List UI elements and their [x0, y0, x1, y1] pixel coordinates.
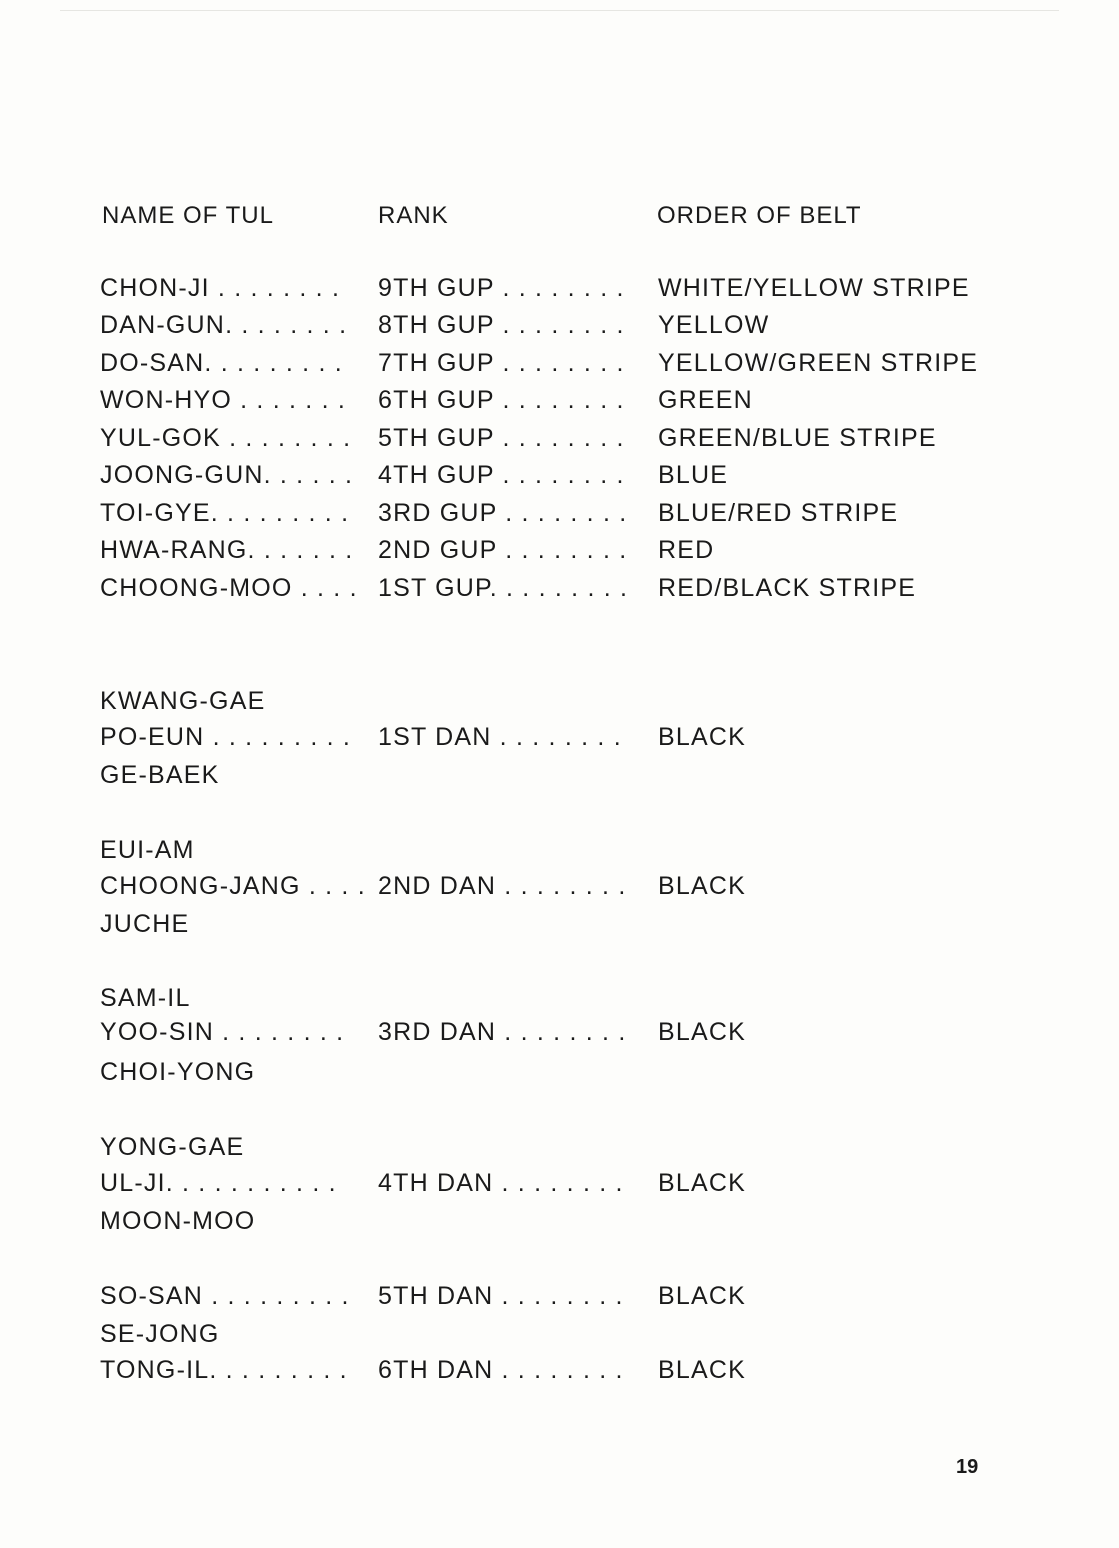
table-row	[0, 1058, 1119, 1094]
table-row	[0, 1320, 1119, 1356]
header-rank: RANK	[378, 202, 449, 229]
rank-cell: 8TH GUP . . . . . . . .	[378, 311, 625, 339]
rank-cell: 3RD DAN . . . . . . . .	[378, 1018, 627, 1046]
rank-cell: 3RD GUP . . . . . . . .	[378, 499, 628, 527]
rank-cell: 1ST GUP. . . . . . . . .	[378, 574, 629, 602]
tul-name: CHOONG-MOO . . . .	[100, 574, 358, 602]
table-row	[0, 687, 1119, 723]
table-row	[0, 499, 1119, 535]
tul-name: SE-JONG	[100, 1320, 220, 1348]
table-row	[0, 386, 1119, 422]
belt-cell: BLUE/RED STRIPE	[658, 499, 899, 527]
belt-cell: YELLOW/GREEN STRIPE	[658, 349, 979, 377]
rank-cell: 2ND DAN . . . . . . . .	[378, 872, 627, 900]
tul-name: YONG-GAE	[100, 1133, 245, 1161]
belt-cell: BLUE	[658, 461, 729, 489]
belt-cell: BLACK	[658, 1282, 746, 1310]
rank-cell: 6TH GUP . . . . . . . .	[378, 386, 625, 414]
tul-name: JOONG-GUN. . . . . .	[100, 461, 354, 489]
table-row	[0, 274, 1119, 310]
belt-cell: BLACK	[658, 1018, 746, 1046]
table-row	[0, 1282, 1119, 1318]
table-row	[0, 984, 1119, 1020]
rank-cell: 4TH GUP . . . . . . . .	[378, 461, 625, 489]
tul-name: HWA-RANG. . . . . . .	[100, 536, 354, 564]
belt-cell: RED/BLACK STRIPE	[658, 574, 917, 602]
tul-name: SAM-IL	[100, 984, 191, 1012]
tul-name: GE-BAEK	[100, 761, 220, 789]
table-row	[0, 461, 1119, 497]
rank-cell: 2ND GUP . . . . . . . .	[378, 536, 628, 564]
belt-cell: RED	[658, 536, 715, 564]
belt-cell: YELLOW	[658, 311, 770, 339]
tul-name: CHON-JI . . . . . . . .	[100, 274, 341, 302]
table-row	[0, 1133, 1119, 1169]
belt-cell: GREEN	[658, 386, 753, 414]
tul-name: WON-HYO . . . . . . .	[100, 386, 347, 414]
belt-cell: BLACK	[658, 1169, 746, 1197]
tul-name: DAN-GUN. . . . . . . .	[100, 311, 348, 339]
tul-name: MOON-MOO	[100, 1207, 256, 1235]
tul-name: TONG-IL. . . . . . . . .	[100, 1356, 348, 1384]
rank-cell: 6TH DAN . . . . . . . .	[378, 1356, 624, 1384]
table-row	[0, 311, 1119, 347]
rank-cell: 9TH GUP . . . . . . . .	[378, 274, 625, 302]
tul-name: YUL-GOK . . . . . . . .	[100, 424, 352, 452]
tul-name: SO-SAN . . . . . . . . .	[100, 1282, 350, 1310]
table-row	[0, 349, 1119, 385]
rank-cell: 7TH GUP . . . . . . . .	[378, 349, 625, 377]
tul-name: PO-EUN . . . . . . . . .	[100, 723, 352, 751]
tul-name: KWANG-GAE	[100, 687, 266, 715]
tul-name: EUI-AM	[100, 836, 195, 864]
belt-cell: GREEN/BLUE STRIPE	[658, 424, 937, 452]
tul-name: CHOI-YONG	[100, 1058, 256, 1086]
tul-name: JUCHE	[100, 910, 190, 938]
table-row	[0, 424, 1119, 460]
header-name-of-tul: NAME OF TUL	[102, 202, 274, 229]
table-row	[0, 536, 1119, 572]
tul-name: YOO-SIN . . . . . . . .	[100, 1018, 345, 1046]
table-row	[0, 1356, 1119, 1392]
table-row	[0, 872, 1119, 908]
rank-cell: 4TH DAN . . . . . . . .	[378, 1169, 624, 1197]
tul-name: DO-SAN. . . . . . . . .	[100, 349, 343, 377]
belt-cell: BLACK	[658, 723, 746, 751]
scan-edge-line	[60, 10, 1059, 11]
table-row	[0, 761, 1119, 797]
rank-cell: 1ST DAN . . . . . . . .	[378, 723, 622, 751]
header-order-of-belt: ORDER OF BELT	[657, 202, 862, 229]
table-row	[0, 574, 1119, 610]
tul-name: UL-JI. . . . . . . . . . .	[100, 1169, 337, 1197]
table-row	[0, 1018, 1119, 1054]
rank-cell: 5TH DAN . . . . . . . .	[378, 1282, 624, 1310]
table-row	[0, 1207, 1119, 1243]
belt-cell: BLACK	[658, 872, 746, 900]
table-row	[0, 1169, 1119, 1205]
belt-cell: BLACK	[658, 1356, 746, 1384]
table-row	[0, 723, 1119, 759]
table-row	[0, 910, 1119, 946]
table-row	[0, 836, 1119, 872]
tul-name: TOI-GYE. . . . . . . . .	[100, 499, 350, 527]
rank-cell: 5TH GUP . . . . . . . .	[378, 424, 625, 452]
belt-cell: WHITE/YELLOW STRIPE	[658, 274, 970, 302]
tul-name: CHOONG-JANG . . . .	[100, 872, 366, 900]
page-number: 19	[956, 1456, 979, 1478]
